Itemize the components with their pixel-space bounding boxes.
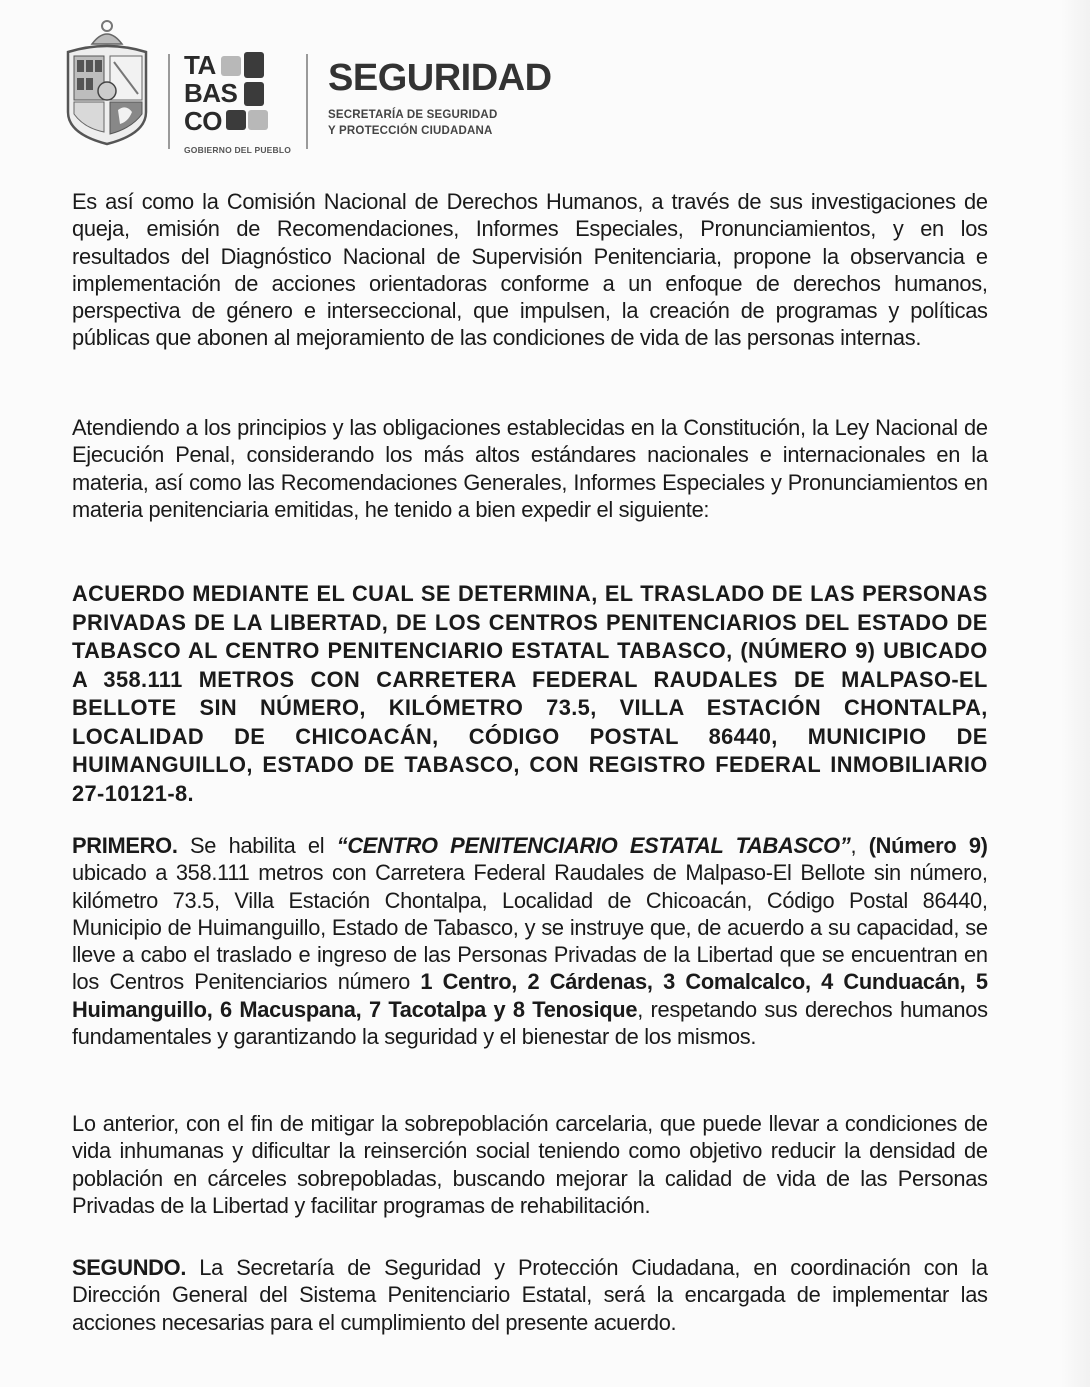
letterhead <box>62 12 582 155</box>
source-centers-list: 1 Centro, 2 Cárdenas, 3 Comalcalco, 4 Cunduacán, 5 Huimanguillo, 6 Macuspana, 7 Tacotalpa y 8 Tenosique <box>72 969 988 1022</box>
government-tagline: GOBIERNO DEL PUEBLO <box>184 145 292 155</box>
article-text: , respetando sus derechos humanos fundamentales y garantizando la seguridad y el bienestar de los mismos. <box>72 996 988 1050</box>
article-text: Se habilita el <box>177 833 337 858</box>
article-label: PRIMERO. <box>72 833 178 858</box>
logo-word-line3: CO <box>184 106 222 136</box>
state-coat-of-arms-icon <box>62 16 152 146</box>
paragraph-cndh: Es así como la Comisión Nacional de Derechos Humanos, a través de sus investigaciones de queja, emisión de Recomendaciones, Informes Especiales, Pronunciamientos, y en los resultados del Diagnóstico Nacional de Supervisión Penitenciaria, propone la observancia e implementación de acciones orientadoras conforme a un enfoque de derechos humanos, perspectiva de género e interseccional, que impulsen, la creación de programas y políticas públicas que abonen al mejoramiento de las condiciones de vida de las personas internas. <box>72 189 988 351</box>
flowers-glyph-icon <box>248 110 268 130</box>
page-edge-shadow <box>1060 0 1090 1387</box>
logo-word-line1: TA <box>184 50 216 80</box>
center-number: (Número 9) <box>868 833 988 858</box>
agency-subtitle-line1: SECRETARÍA DE SEGURIDAD <box>328 109 498 121</box>
olmec-head-glyph-icon <box>244 52 264 78</box>
waves-glyph-icon <box>244 82 264 106</box>
pattern-glyph-icon <box>221 56 241 76</box>
logo-word-line2: BAS <box>184 78 238 108</box>
article-label: SEGUNDO. <box>72 1255 187 1280</box>
article-segundo <box>72 1254 988 1336</box>
article-text: La Secretaría de Seguridad y Protección Ciudadana, en coordinación con la Dirección General del Sistema Penitenciario Estatal, será la encargada de implementar las acciones necesarias para el cumplimiento del presente acuerdo. <box>72 1255 988 1335</box>
agency-subtitle-line2: Y PROTECCIÓN CIUDADANA <box>328 125 493 137</box>
paragraph-rationale: Lo anterior, con el fin de mitigar la sobrepoblación carcelaria, que puede llevar a condiciones de vida inhumanas y dificultar la reinserción social teniendo como objetivo reducir la densidad de población en cárceles sobrepobladas, buscando mejorar la calidad de vida de las Personas Privadas de la Libertad y facilitar programas de rehabilitación. <box>72 1111 988 1218</box>
agreement-title: ACUERDO MEDIANTE EL CUAL SE DETERMINA, EL TRASLADO DE LAS PERSONAS PRIVADAS DE LA LIBERTAD, DE LOS CENTROS PENITENCIARIOS DEL ESTADO DE TABASCO AL CENTRO PENITENCIARIO ESTATAL TABASCO, (NÚMERO 9) UBICADO A 358.111 METROS CON CARRETERA FEDERAL RAUDALES DE MALPASO-EL BELLOTE SIN NÚMERO, KILÓMETRO 73.5, VILLA ESTACIÓN CHONTALPA, LOCALIDAD DE CHICOACÁN, CÓDIGO POSTAL 86440, MUNICIPIO DE HUIMANGUILLO, ESTADO DE TABASCO, CON REGISTRO FEDERAL INMOBILIARIO 27-10121-8. <box>72 581 988 806</box>
logo-divider <box>306 54 308 149</box>
article-text: ubicado a 358.111 metros con Carretera Federal Raudales de Malpaso-El Bellote sin número, kilómetro 73.5, Villa Estación Chontalpa, Localidad de Chicoacán, Código Postal 86440, Municipio de Huimanguillo, Estado de Tabasco, y se instruye que, de acuerdo a su capacidad, se lleve a cabo el traslado e ingreso de las Personas Privadas de la Libertad que se encuentran en los Centros Penitenciarios número <box>72 860 988 995</box>
paragraph-legal-basis: Atendiendo a los principios y las obligaciones establecidas en la Constitución, la Ley Nacional de Ejecución Penal, considerando los más altos estándares nacionales e internacionales en la materia, así como las Recomendaciones Generales, Informes Especiales y Pronunciamientos en materia penitenciaria emitidas, he tenido a bien expedir el siguiente: <box>72 415 988 522</box>
center-name: “CENTRO PENITENCIARIO ESTATAL TABASCO” <box>336 833 851 858</box>
logo-divider <box>168 54 170 149</box>
article-primero <box>72 832 988 1050</box>
article-text: , <box>850 833 869 858</box>
pyramid-glyph-icon <box>226 110 246 130</box>
agency-title: SEGURIDAD <box>328 57 552 99</box>
tabasco-logo <box>184 52 299 157</box>
